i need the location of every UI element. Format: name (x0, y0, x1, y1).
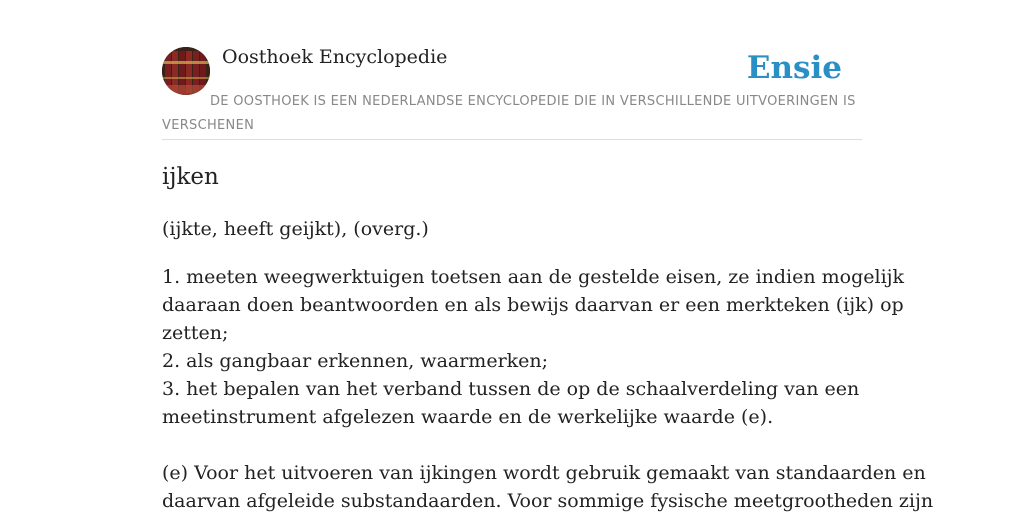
entry-page (162, 0, 934, 512)
definition-line: daaraan doen beantwoorden en als bewijs daarvan er een merkteken (ijk) op (162, 294, 904, 316)
definition-line: 3. het bepalen van het verband tussen de op de schaalverdeling van een (162, 378, 860, 400)
entry-grammar: (ijkte, heeft geijkt), (overg.) (162, 218, 429, 240)
definition-line: zetten; (162, 322, 229, 344)
brand-logo[interactable]: Ensie (746, 50, 842, 86)
header-divider (162, 139, 862, 140)
definition-line: 2. als gangbaar erkennen, waarmerken; (162, 350, 549, 372)
entry-note (162, 459, 934, 515)
note-line: daarvan afgeleide substandaarden. Voor sommige fysische meetgrootheden zijn (162, 490, 934, 512)
source-tagline: DE OOSTHOEK IS EEN NEDERLANDSE ENCYCLOPEDIE DIE IN VERSCHILLENDE UITVOERINGEN IS VERSCHENEN (162, 94, 856, 133)
entry-headword: ijken (162, 164, 219, 190)
definition-line: 1. meeten weegwerktuigen toetsen aan de gestelde eisen, ze indien mogelijk (162, 266, 905, 288)
source-avatar[interactable] (162, 47, 210, 95)
source-name[interactable]: Oosthoek Encyclopedie (222, 46, 448, 68)
entry-definition (162, 263, 905, 431)
book-spines-icon (162, 47, 210, 95)
definition-line: meetinstrument afgelezen waarde en de werkelijke waarde (e). (162, 406, 774, 428)
note-line: (e) Voor het uitvoeren van ijkingen wordt gebruik gemaakt van standaarden en (162, 462, 926, 484)
